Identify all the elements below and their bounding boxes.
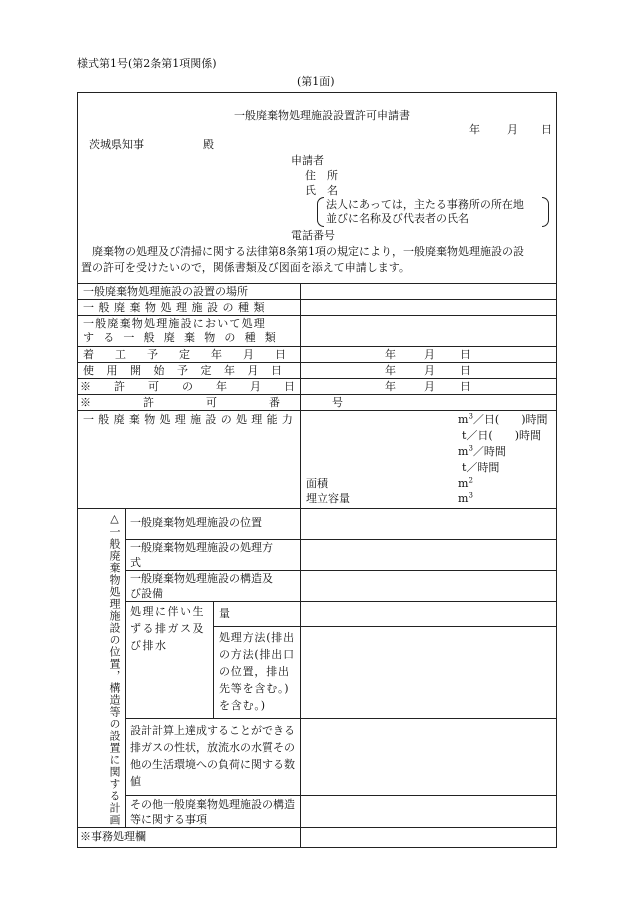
landfill-unit[interactable]: $m^3$ xyxy=(458,491,473,505)
capacity-m3-per-day[interactable]: $m^3/$日( )時間 xyxy=(458,412,548,426)
amount-label: 量 xyxy=(219,607,230,620)
plan-structure-label-2: び設備 xyxy=(130,587,163,600)
waste-type-label-2: する一般廃棄物の種類 xyxy=(83,331,285,344)
note-bracket-left xyxy=(317,197,324,227)
permit-date-label: ※許可の年月日 xyxy=(80,380,318,393)
preamble-line-2: 置の許可を受けたいので，関係書類及び図面を添えて申請します。 xyxy=(81,261,410,274)
other-matters-label: その他一般廃棄物処理施設の構造等に関する事項 xyxy=(130,798,295,826)
plan-method-label-2: 式 xyxy=(130,556,141,569)
capacity-t-per-hour[interactable]: t／時間 xyxy=(462,461,500,474)
permit-number-label: ※許可番号 xyxy=(80,396,395,409)
page-label: (第1面) xyxy=(297,75,335,88)
corp-note-1: 法人にあっては，主たる事務所の所在地 xyxy=(326,198,524,211)
note-bracket-right xyxy=(542,197,549,227)
use-date-day[interactable]: 日 xyxy=(460,364,471,377)
start-date-year[interactable]: 年 xyxy=(385,348,396,361)
date-year: 年 xyxy=(469,123,480,136)
start-date-label: 着工予定年月日 xyxy=(83,348,307,361)
exhaust-label: 処理に伴い生ずる排ガス及び排水 xyxy=(130,605,205,652)
applicant-name: 氏 名 xyxy=(305,184,338,197)
addressee: 茨城県知事 xyxy=(89,138,144,151)
use-date-month[interactable]: 月 xyxy=(424,364,435,377)
permit-date-month[interactable]: 月 xyxy=(424,380,435,393)
permit-date-day[interactable]: 日 xyxy=(460,380,471,393)
use-date-label: 使用開始予定年月日 xyxy=(83,364,295,377)
form-number: 様式第1号(第2条第1項関係) xyxy=(77,57,217,70)
area-unit[interactable]: $m^2$ xyxy=(458,476,473,490)
design-values-label: 設計計算上達成することができる排ガスの性状，放流水の水質その他の生活環境への負荷に関する数値 xyxy=(130,724,295,788)
preamble-line-1: 廃棄物の処理及び清掃に関する法律第8条第1項の規定により，一般廃棄物処理施設の設 xyxy=(81,245,524,258)
plan-structure-label-1: 一般廃棄物処理施設の構造及 xyxy=(130,572,273,585)
facility-type-label: 一般廃棄物処理施設の種類 xyxy=(83,301,269,314)
location-label: 一般廃棄物処理施設の設置の場所 xyxy=(83,285,248,298)
waste-type-label-1: 一般廃棄物処理施設において処理 xyxy=(83,317,266,330)
form-title: 一般廃棄物処理施設設置許可申請書 xyxy=(234,109,410,122)
start-date-day[interactable]: 日 xyxy=(460,348,471,361)
applicant-phone: 電話番号 xyxy=(291,229,335,242)
use-date-year[interactable]: 年 xyxy=(385,364,396,377)
date-day: 日 xyxy=(541,123,552,136)
plan-method-label-1: 一般廃棄物処理施設の処理方 xyxy=(130,541,273,554)
treatment-label: 処理方法(排出の方法(排出口の位置，排出先等を含む。)を含む。) xyxy=(219,631,295,712)
applicant-label: 申請者 xyxy=(291,154,324,167)
start-date-month[interactable]: 月 xyxy=(424,348,435,361)
plan-position-label: 一般廃棄物処理施設の位置 xyxy=(130,516,262,529)
permit-date-year[interactable]: 年 xyxy=(385,380,396,393)
date-month: 月 xyxy=(507,123,518,136)
corp-note-2: 並びに名称及び代表者の氏名 xyxy=(326,212,469,225)
applicant-address: 住 所 xyxy=(305,169,338,182)
landfill-label: 埋立容量 xyxy=(306,492,350,505)
capacity-label: 一般廃棄物処理施設の処理能力 xyxy=(83,413,298,426)
plan-vertical-label: △一般廃棄物処理施設の位置，構造等の設置に関する計画 xyxy=(108,512,121,826)
office-use-label: ※事務処理欄 xyxy=(80,830,146,843)
addressee-suffix: 殿 xyxy=(203,138,214,151)
area-label: 面積 xyxy=(306,477,328,490)
capacity-t-per-day[interactable]: t／日( )時間 xyxy=(462,429,542,442)
capacity-m3-per-hour[interactable]: $m^3/$時間 xyxy=(458,444,506,458)
